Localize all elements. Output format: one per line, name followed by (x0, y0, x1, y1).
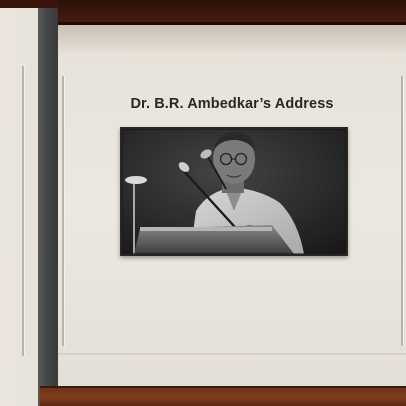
ceiling (0, 0, 406, 24)
left-wall-panel (0, 0, 40, 406)
left-panel-cap (0, 0, 58, 8)
wall-groove-left (22, 66, 24, 356)
wooden-floor (40, 388, 406, 406)
wall-shadow (58, 25, 406, 55)
wall-baseline (58, 353, 406, 355)
wall-groove-right (401, 76, 403, 346)
wall-groove-panel-left (62, 76, 64, 346)
portrait-photograph (122, 129, 346, 254)
exhibit-title: Dr. B.R. Ambedkar’s Address (130, 96, 334, 112)
photo-frame (120, 127, 348, 256)
left-panel-edge (38, 0, 58, 406)
